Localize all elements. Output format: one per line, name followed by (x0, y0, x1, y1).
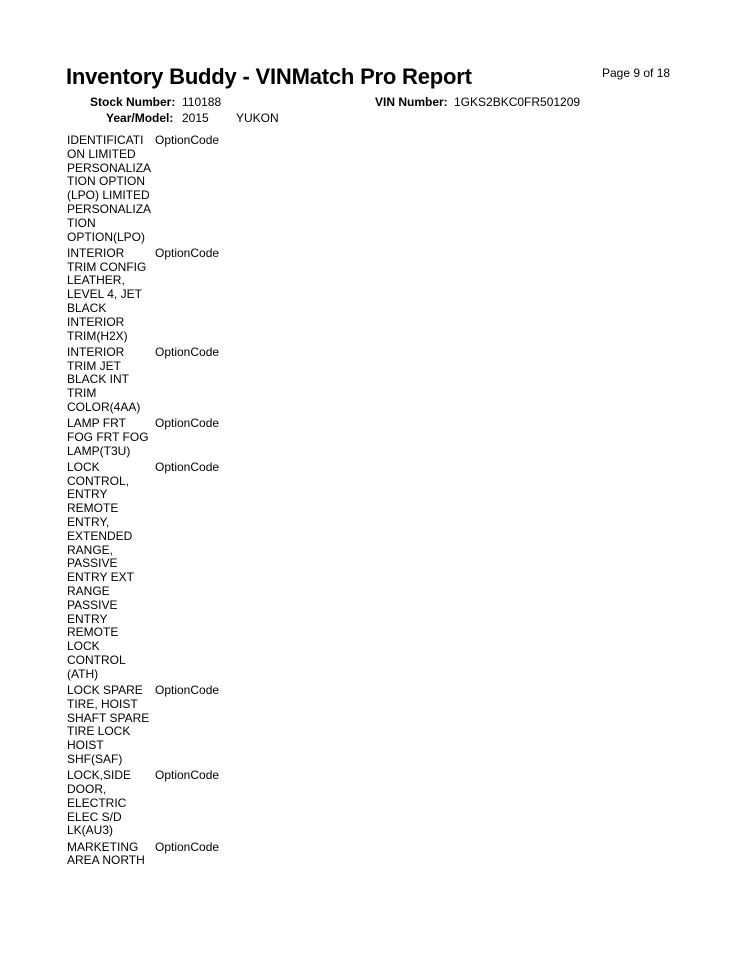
option-type: OptionCode (155, 839, 220, 854)
vin-number-value: 1GKS2BKC0FR501209 (454, 95, 581, 109)
option-description: INTERIOR TRIM JET BLACK INT TRIM COLOR(4AA) (67, 344, 141, 414)
model-value: YUKON (236, 111, 279, 125)
option-description: IDENTIFICATI ON LIMITED PERSONALIZA TION OPTION (LPO) LIMITED PERSONALIZA TION OPTION(LPO) (67, 133, 152, 244)
option-description: LOCK,SIDE DOOR, ELECTRIC ELEC S/D LK(AU3) (67, 768, 132, 838)
year-model-label: Year/Model: (106, 111, 174, 125)
stock-number-value: 110188 (182, 95, 222, 109)
option-type: OptionCode (155, 459, 220, 474)
stock-number-label: Stock Number: (90, 95, 176, 109)
option-row (67, 684, 287, 767)
option-description: INTERIOR TRIM CONFIG LEATHER, LEVEL 4, JET BLACK INTERIOR TRIM(H2X) (67, 245, 147, 343)
option-row (67, 841, 287, 869)
option-row (67, 247, 287, 344)
option-type: OptionCode (155, 245, 220, 260)
option-list (67, 134, 287, 868)
year-value: 2015 (182, 111, 209, 125)
option-row (67, 134, 287, 244)
report-title: Inventory Buddy - VINMatch Pro Report (66, 64, 472, 89)
option-row (67, 769, 287, 838)
page-number: Page 9 of 18 (602, 66, 671, 80)
option-type: OptionCode (155, 768, 220, 783)
option-type: OptionCode (155, 683, 220, 698)
option-description: MARKETING AREA NORTH (67, 839, 145, 868)
option-type: OptionCode (155, 344, 220, 359)
option-description: LAMP FRT FOG FRT FOG LAMP(T3U) (67, 416, 149, 458)
option-description: LOCK SPARE TIRE, HOIST SHAFT SPARE TIRE LOCK HOIST SHF(SAF) (67, 683, 150, 767)
option-row (67, 461, 287, 682)
option-type: OptionCode (155, 416, 220, 431)
option-description: LOCK CONTROL, ENTRY REMOTE ENTRY, EXTENDED RANGE, PASSIVE ENTRY EXT RANGE PASSIVE ENTRY REMOTE LOCK CONTROL (ATH) (67, 459, 134, 681)
vin-number-label: VIN Number: (375, 95, 448, 109)
option-row (67, 346, 287, 415)
option-row (67, 417, 287, 458)
option-type: OptionCode (155, 133, 220, 147)
